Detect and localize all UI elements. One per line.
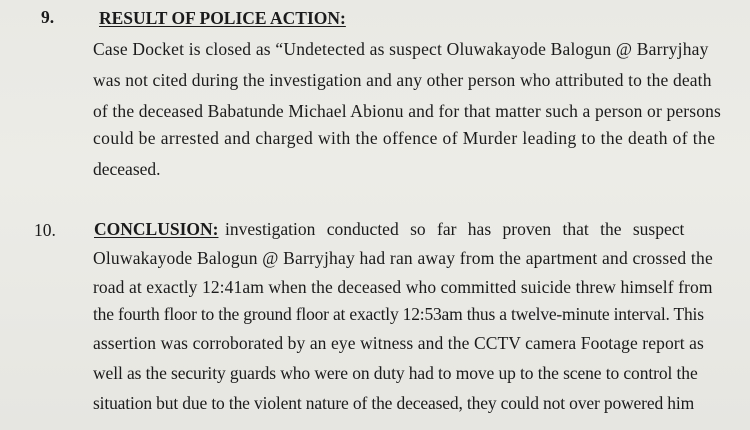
section-9-line-1: Case Docket is closed as “Undetected as suspect Oluwakayode Balogun @ Barryjhay — [93, 39, 709, 59]
section-10-line-7: situation but due to the violent nature of the deceased, they could not over powered him — [93, 393, 695, 413]
section-10-heading: CONCLUSION: — [94, 219, 219, 239]
section-10-line-2: Oluwakayode Balogun @ Barryjhay had ran away from the apartment and crossed the — [93, 248, 713, 268]
section-9-line-5: deceased. — [93, 159, 161, 179]
section-10-line-4: the fourth floor to the ground floor at exactly 12:53am thus a twelve-minute interval. This — [93, 304, 704, 324]
section-9-heading: RESULT OF POLICE ACTION: — [99, 8, 346, 28]
section-10-number: 10. — [34, 220, 56, 240]
section-9-number: 9. — [41, 7, 55, 27]
section-10-line-1-rest: investigation conducted so far has proven that the suspect — [225, 219, 685, 239]
section-10-line-3: road at exactly 12:41am when the deceased who committed suicide threw himself from — [93, 277, 713, 297]
section-9-line-3: of the deceased Babatunde Michael Abionu and for that matter such a person or persons — [93, 101, 721, 121]
section-9-line-4: could be arrested and charged with the offence of Murder leading to the death of the — [93, 128, 716, 148]
section-9-line-2: was not cited during the investigation and any other person who attributed to the death — [93, 70, 712, 90]
section-10-line-5: assertion was corroborated by an eye witness and the CCTV camera Footage report as — [93, 333, 704, 353]
section-10-line-6: well as the security guards who were on duty had to move up to the scene to control the — [93, 363, 698, 383]
